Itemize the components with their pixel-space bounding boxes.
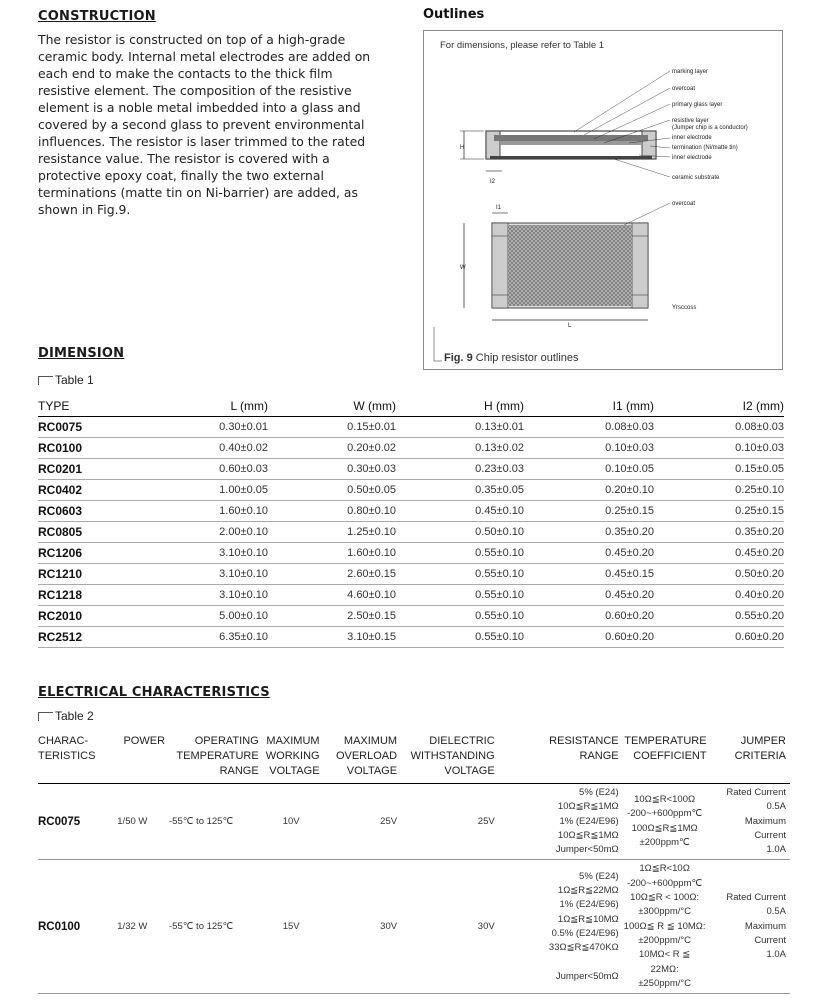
- value-cell: 2.00±0.10: [158, 522, 268, 543]
- type-cell: RC0402: [38, 480, 158, 501]
- type-cell: RC2010: [38, 606, 158, 627]
- type-cell: RC0075: [38, 784, 117, 860]
- label-overcoat: overcoat: [672, 86, 696, 92]
- header-line: VOLTAGE: [346, 765, 398, 777]
- coefficient-line: ±300ppm/°C: [638, 906, 692, 918]
- type-cell: RC0100: [38, 860, 117, 994]
- header-line: POWER: [123, 735, 166, 747]
- coefficient-line: ±250ppm/°C: [638, 977, 692, 989]
- resistance-line: 1% (E24/E96): [559, 899, 619, 911]
- electrical-table-body: [38, 784, 790, 994]
- coefficient-line: -200~+600ppm℃: [627, 808, 703, 820]
- header-line: DIELECTRIC: [429, 735, 495, 747]
- value-cell: 0.55±0.10: [396, 585, 524, 606]
- dim-I2-label: I2: [490, 179, 496, 185]
- value-cell: 1.60±0.10: [268, 543, 396, 564]
- header-L: L (mm): [158, 396, 268, 417]
- jumper-line: 1.0A: [766, 844, 786, 856]
- coefficient-line: 10MΩ< R ≦: [639, 949, 691, 961]
- electrical-heading: ELECTRICAL CHARACTERISTICS: [38, 685, 270, 700]
- table-2-label-text: Table 2: [55, 709, 94, 723]
- column-header: [117, 732, 169, 784]
- value-cell: 0.15±0.01: [268, 417, 396, 438]
- overload-voltage-cell: 25V: [324, 784, 402, 860]
- dimension-heading: DIMENSION: [38, 346, 125, 361]
- value-cell: 0.13±0.02: [396, 438, 524, 459]
- header-type: TYPE: [38, 396, 158, 417]
- jumper-line: Current: [754, 934, 786, 946]
- value-cell: 2.50±0.15: [268, 606, 396, 627]
- value-cell: 0.45±0.10: [396, 501, 524, 522]
- dimension-table-header: [38, 396, 784, 417]
- type-cell: RC0075: [38, 417, 158, 438]
- header-line: TEMPERATURE: [176, 750, 259, 762]
- dielectric-voltage-cell: 30V: [401, 860, 499, 994]
- value-cell: 0.40±0.02: [158, 438, 268, 459]
- table-row: [38, 860, 790, 994]
- label-marking-layer: marking layer: [672, 69, 709, 75]
- coefficient-cell: [623, 784, 711, 860]
- jumper-cell: [711, 860, 790, 994]
- outlines-heading: Outlines: [423, 7, 485, 22]
- header-line: MAXIMUM: [266, 735, 320, 747]
- header-line: RESISTANCE: [549, 735, 619, 747]
- table-row: [38, 606, 784, 627]
- resistance-line: 1Ω≦R≦10MΩ: [557, 913, 619, 925]
- coefficient-line: 100Ω≦ R ≦ 10MΩ:: [623, 920, 706, 932]
- top-view-diagram: [434, 201, 696, 361]
- value-cell: 0.55±0.10: [396, 564, 524, 585]
- coefficient-cell: [623, 860, 711, 994]
- chip-resistor-drawing: [424, 31, 782, 369]
- label-ref-code: Yrsccoss: [672, 305, 697, 311]
- header-line: CHARAC-: [38, 735, 89, 747]
- label-resistive-layer: resistive layer: [672, 118, 709, 124]
- coefficient-line: ±200ppm/°C: [638, 934, 692, 946]
- value-cell: 0.55±0.20: [654, 606, 784, 627]
- resistance-line: 5% (E24): [579, 787, 619, 798]
- header-I1: I1 (mm): [524, 396, 654, 417]
- value-cell: 0.25±0.15: [654, 501, 784, 522]
- value-cell: 0.45±0.20: [524, 543, 654, 564]
- table-label-bracket: [38, 376, 53, 385]
- table-row: [38, 417, 784, 438]
- value-cell: 0.60±0.20: [524, 627, 654, 648]
- temp-range-cell: -55℃ to 125℃: [169, 860, 263, 994]
- table-row: [38, 501, 784, 522]
- jumper-line: 0.5A: [766, 801, 786, 813]
- value-cell: 0.45±0.15: [524, 564, 654, 585]
- coefficient-line: ±200ppm℃: [639, 837, 690, 849]
- resistance-line: 5% (E24): [579, 870, 619, 882]
- jumper-cell: [711, 784, 790, 860]
- header-line: WORKING: [265, 750, 320, 762]
- table-row: [38, 522, 784, 543]
- jumper-line: Current: [754, 829, 786, 841]
- value-cell: 3.10±0.10: [158, 564, 268, 585]
- figure-note: For dimensions, please refer to Table 1: [440, 40, 605, 51]
- jumper-line: Maximum: [744, 920, 786, 932]
- value-cell: 0.25±0.10: [654, 480, 784, 501]
- value-cell: 3.10±0.10: [158, 585, 268, 606]
- coefficient-line: -200~+600ppm℃: [627, 877, 703, 889]
- label-jumper-note: (Jumper chip is a conductor): [672, 125, 748, 131]
- value-cell: 0.50±0.20: [654, 564, 784, 585]
- column-header: [324, 732, 402, 784]
- column-header: [623, 732, 711, 784]
- header-line: JUMPER: [740, 735, 786, 747]
- value-cell: 0.23±0.03: [396, 459, 524, 480]
- figure-9-chip-resistor-outlines: [423, 30, 783, 370]
- jumper-line: Maximum: [744, 815, 786, 827]
- resistance-cell: [499, 860, 623, 994]
- value-cell: 0.50±0.10: [396, 522, 524, 543]
- coefficient-line: 1Ω≦R<10Ω: [639, 863, 690, 875]
- coefficient-line: 10Ω≦R < 100Ω:: [630, 892, 700, 904]
- working-voltage-cell: 15V: [263, 860, 324, 994]
- jumper-line: 0.5A: [766, 906, 786, 918]
- resistance-line: [499, 956, 619, 970]
- column-header: [169, 732, 263, 784]
- header-line: VOLTAGE: [269, 765, 320, 777]
- type-cell: RC1210: [38, 564, 158, 585]
- value-cell: 0.10±0.05: [524, 459, 654, 480]
- resistance-line: 0.5% (E24/E96): [551, 927, 619, 939]
- figure-caption: [444, 352, 579, 364]
- value-cell: 0.40±0.20: [654, 585, 784, 606]
- value-cell: 0.10±0.03: [654, 438, 784, 459]
- value-cell: 0.30±0.01: [158, 417, 268, 438]
- dimension-table-body: [38, 417, 784, 648]
- header-line: COEFFICIENT: [633, 750, 707, 762]
- value-cell: 0.45±0.20: [524, 585, 654, 606]
- type-cell: RC0805: [38, 522, 158, 543]
- coefficient-line: 100Ω≦R≦1MΩ: [631, 822, 698, 834]
- cross-section-diagram: [460, 69, 748, 185]
- dielectric-voltage-cell: 25V: [401, 784, 499, 860]
- value-cell: 0.20±0.02: [268, 438, 396, 459]
- dim-H-label: H: [460, 145, 465, 151]
- value-cell: 0.25±0.15: [524, 501, 654, 522]
- table-row: [38, 459, 784, 480]
- header-line: OPERATING: [194, 735, 259, 747]
- type-cell: RC0100: [38, 438, 158, 459]
- column-header: [263, 732, 324, 784]
- value-cell: 0.35±0.05: [396, 480, 524, 501]
- type-cell: RC0201: [38, 459, 158, 480]
- column-header: [711, 732, 790, 784]
- value-cell: 0.20±0.10: [524, 480, 654, 501]
- resistance-line: Jumper<50mΩ: [555, 970, 619, 982]
- value-cell: 2.60±0.15: [268, 564, 396, 585]
- label-ceramic-substrate: ceramic substrate: [672, 175, 720, 181]
- type-cell: RC0603: [38, 501, 158, 522]
- column-header: [499, 732, 623, 784]
- jumper-line: 1.0A: [766, 949, 786, 961]
- value-cell: 0.15±0.05: [654, 459, 784, 480]
- table-row: [38, 585, 784, 606]
- value-cell: 1.60±0.10: [158, 501, 268, 522]
- header-H: H (mm): [396, 396, 524, 417]
- construction-heading: CONSTRUCTION: [38, 9, 156, 24]
- resistance-cell: [499, 784, 623, 860]
- value-cell: 0.50±0.05: [268, 480, 396, 501]
- value-cell: 0.60±0.03: [158, 459, 268, 480]
- figure-number: Fig. 9: [444, 352, 473, 364]
- label-primary-glass: primary glass layer: [672, 102, 723, 108]
- value-cell: 0.45±0.20: [654, 543, 784, 564]
- electrical-table: [38, 732, 790, 994]
- value-cell: 3.10±0.10: [158, 543, 268, 564]
- header-line: MAXIMUM: [343, 735, 398, 747]
- working-voltage-cell: 10V: [263, 784, 324, 860]
- value-cell: 0.35±0.20: [524, 522, 654, 543]
- table-1-label-text: Table 1: [55, 373, 94, 387]
- label-inner-electrode-1: inner electrode: [672, 135, 712, 141]
- overload-voltage-cell: 30V: [324, 860, 402, 994]
- value-cell: 0.55±0.10: [396, 543, 524, 564]
- table-row: [38, 784, 790, 860]
- dim-L-label: L: [568, 323, 572, 329]
- header-line: CRITERIA: [734, 750, 786, 762]
- header-W: W (mm): [268, 396, 396, 417]
- table-row: [38, 564, 784, 585]
- dim-I1-label: I1: [496, 205, 502, 211]
- coefficient-line: 22MΩ:: [650, 963, 679, 975]
- temp-range-cell: -55℃ to 125℃: [169, 784, 263, 860]
- resistance-line: 33Ω≦R≦470KΩ: [548, 942, 619, 954]
- resistance-line: Jumper<50mΩ: [555, 844, 619, 856]
- value-cell: 0.10±0.03: [524, 438, 654, 459]
- value-cell: 6.35±0.10: [158, 627, 268, 648]
- table-label-bracket: [38, 712, 53, 721]
- value-cell: 0.13±0.01: [396, 417, 524, 438]
- value-cell: 1.25±0.10: [268, 522, 396, 543]
- table-row: [38, 438, 784, 459]
- value-cell: 0.08±0.03: [654, 417, 784, 438]
- construction-paragraph: The resistor is constructed on top of a high-grade ceramic body. Internal metal electrodes are added on each end to make the contacts to the thick film resistive element. The composition of the resistive element is a noble metal imbedded into a glass and covered by a second glass to prevent environmental influences. The resistor is laser trimmed to the rated resistance value. The resistor is covered with a protective epoxy coat, finally the two external terminations (matte tin on Ni-barrier) are added, as shown in Fig.9.: [38, 32, 371, 217]
- header-line: RANGE: [579, 750, 619, 762]
- electrical-table-header: [38, 732, 790, 784]
- header-line: WITHSTANDING: [410, 750, 495, 762]
- resistance-line: 10Ω≦R≦1MΩ: [557, 801, 619, 813]
- dim-W-label: W: [460, 265, 466, 271]
- value-cell: 0.55±0.10: [396, 606, 524, 627]
- table-1-label: [38, 373, 94, 387]
- resistance-line: 10Ω≦R≦1MΩ: [557, 829, 619, 841]
- header-line: VOLTAGE: [444, 765, 495, 777]
- header-line: OVERLOAD: [335, 750, 398, 762]
- table-row: [38, 543, 784, 564]
- header-I2: I2 (mm): [654, 396, 784, 417]
- jumper-line: Rated Current: [726, 892, 786, 904]
- resistance-line: 1Ω≦R≦22MΩ: [557, 885, 619, 897]
- label-overcoat-top: overcoat: [672, 201, 696, 207]
- value-cell: 0.55±0.10: [396, 627, 524, 648]
- type-cell: RC2512: [38, 627, 158, 648]
- value-cell: 0.08±0.03: [524, 417, 654, 438]
- label-termination: termination (Ni/matte tin): [672, 145, 738, 151]
- column-header: [38, 732, 117, 784]
- power-cell: 1/32 W: [117, 860, 169, 994]
- power-cell: 1/50 W: [117, 784, 169, 860]
- header-line: TERISTICS: [38, 750, 96, 762]
- table-2-label: [38, 709, 94, 723]
- value-cell: 5.00±0.10: [158, 606, 268, 627]
- coefficient-line: 10Ω≦R<100Ω: [634, 794, 696, 806]
- value-cell: 0.35±0.20: [654, 522, 784, 543]
- dimension-table: [38, 396, 784, 648]
- table-row: [38, 480, 784, 501]
- type-cell: RC1206: [38, 543, 158, 564]
- value-cell: 1.00±0.05: [158, 480, 268, 501]
- value-cell: 4.60±0.10: [268, 585, 396, 606]
- value-cell: 0.30±0.03: [268, 459, 396, 480]
- table-row: [38, 627, 784, 648]
- header-line: RANGE: [219, 765, 259, 777]
- value-cell: 3.10±0.15: [268, 627, 396, 648]
- type-cell: RC1218: [38, 585, 158, 606]
- resistance-line: 1% (E24/E96): [559, 815, 619, 827]
- header-line: TEMPERATURE: [624, 735, 707, 747]
- figure-caption-text: Chip resistor outlines: [475, 352, 579, 364]
- value-cell: 0.60±0.20: [654, 627, 784, 648]
- jumper-line: Rated Current: [726, 787, 786, 798]
- label-inner-electrode-2: inner electrode: [672, 155, 712, 161]
- value-cell: 0.60±0.20: [524, 606, 654, 627]
- column-header: [401, 732, 499, 784]
- value-cell: 0.80±0.10: [268, 501, 396, 522]
